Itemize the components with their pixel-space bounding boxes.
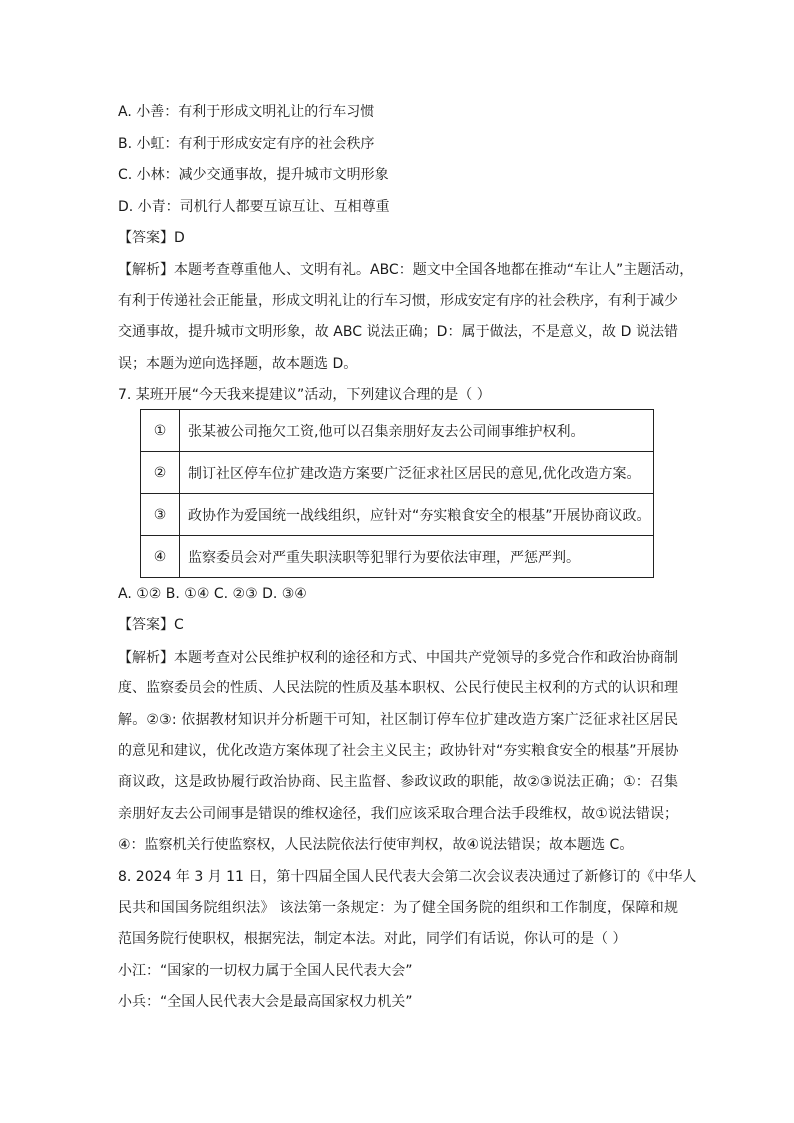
q7-options-table <box>140 409 654 578</box>
table-row <box>141 410 654 452</box>
q7-stem: 7. 某班开展“今天我来提建议”活动，下列建议合理的是（ ） <box>118 387 491 403</box>
q7-analysis-line: 解。②③: 依据教材知识并分析题干可知，社区制订停车位扩建改造方案广泛征求社区居民 <box>118 712 678 728</box>
table-row <box>141 452 654 494</box>
q6-option-a: A. 小善：有利于形成文明礼让的行车习惯 <box>118 104 375 120</box>
q6-option-b: B. 小虹：有利于形成安定有序的社会秩序 <box>118 136 375 152</box>
table-cell-text: 政协作为爱国统一战线组织，应针对“夯实粮食安全的根基”开展协商议政。 <box>180 494 654 536</box>
q8-quote: 小江：“国家的一切权力属于全国人民代表大会” <box>118 963 413 979</box>
q6-option-c: C. 小林：减少交通事故，提升城市文明形象 <box>118 167 389 183</box>
table-cell-text: 监察委员会对严重失职渎职等犯罪行为要依法审理，严惩严判。 <box>180 536 654 578</box>
q6-analysis-line: 有利于传递社会正能量，形成文明礼让的行车习惯，形成安定有序的社会秩序，有利于减少 <box>118 293 678 309</box>
q8-quote: 小兵：“全国人民代表大会是最高国家权力机关” <box>118 994 413 1010</box>
table-cell-number: ④ <box>141 536 180 578</box>
q7-analysis-line: ④：监察机关行使监察权，人民法院依法行使审判权，故④说法错误；故本题选 C。 <box>118 837 634 853</box>
table-cell-number: ② <box>141 452 180 494</box>
q6-analysis-line: 【解析】本题考查尊重他人、文明有礼。ABC：题文中全国各地都在推动“车让人”主题活动， <box>118 262 694 278</box>
q7-analysis-line: 的意见和建议，优化改造方案体现了社会主义民主；政协针对“夯实粮食安全的根基”开展协 <box>118 743 679 759</box>
q6-analysis-line: 误；本题为逆向选择题，故本题选 D。 <box>118 356 358 372</box>
q7-answer: 【答案】C <box>118 617 184 633</box>
q6-analysis-line: 交通事故，提升城市文明形象，故 ABC 说法正确；D：属于做法，不是意义，故 D 说法错 <box>118 324 678 340</box>
q6-option-d: D. 小青：司机行人都要互谅互让、互相尊重 <box>118 199 390 215</box>
table-cell-text: 张某被公司拖欠工资,他可以召集亲朋好友去公司闹事维护权利。 <box>180 410 654 452</box>
q7-analysis-line: 度、监察委员会的性质、人民法院的性质及基本职权、公民行使民主权利的方式的认识和理 <box>118 680 678 696</box>
q7-choices: A. ①② B. ①④ C. ②③ D. ③④ <box>118 586 307 602</box>
q7-analysis-line: 【解析】本题考查对公民维护权利的途径和方式、中国共产党领导的多党合作和政治协商制 <box>118 650 678 666</box>
table-cell-text: 制订社区停车位扩建改造方案要广泛征求社区居民的意见,优化改造方案。 <box>180 452 654 494</box>
q8-stem-line: 8. 2024 年 3 月 11 日，第十四届全国人民代表大会第二次会议表决通过了新修订的《中华人 <box>118 869 697 885</box>
table-cell-number: ③ <box>141 494 180 536</box>
table-row <box>141 494 654 536</box>
q7-analysis-line: 亲朋好友去公司闹事是错误的维权途径，我们应该采取合理合法手段维权，故①说法错误； <box>118 806 678 822</box>
table-row <box>141 536 654 578</box>
table-cell-number: ① <box>141 410 180 452</box>
q8-stem-line: 范国务院行使职权，根据宪法，制定本法。对此，同学们有话说，你认可的是（ ） <box>118 931 627 947</box>
q7-analysis-line: 商议政，这是政协履行政治协商、民主监督、参政议政的职能，故②③说法正确；①：召集 <box>118 774 678 790</box>
q6-answer: 【答案】D <box>118 230 185 246</box>
q8-stem-line: 民共和国国务院组织法》 该法第一条规定：为了健全国务院的组织和工作制度，保障和规 <box>118 900 678 916</box>
